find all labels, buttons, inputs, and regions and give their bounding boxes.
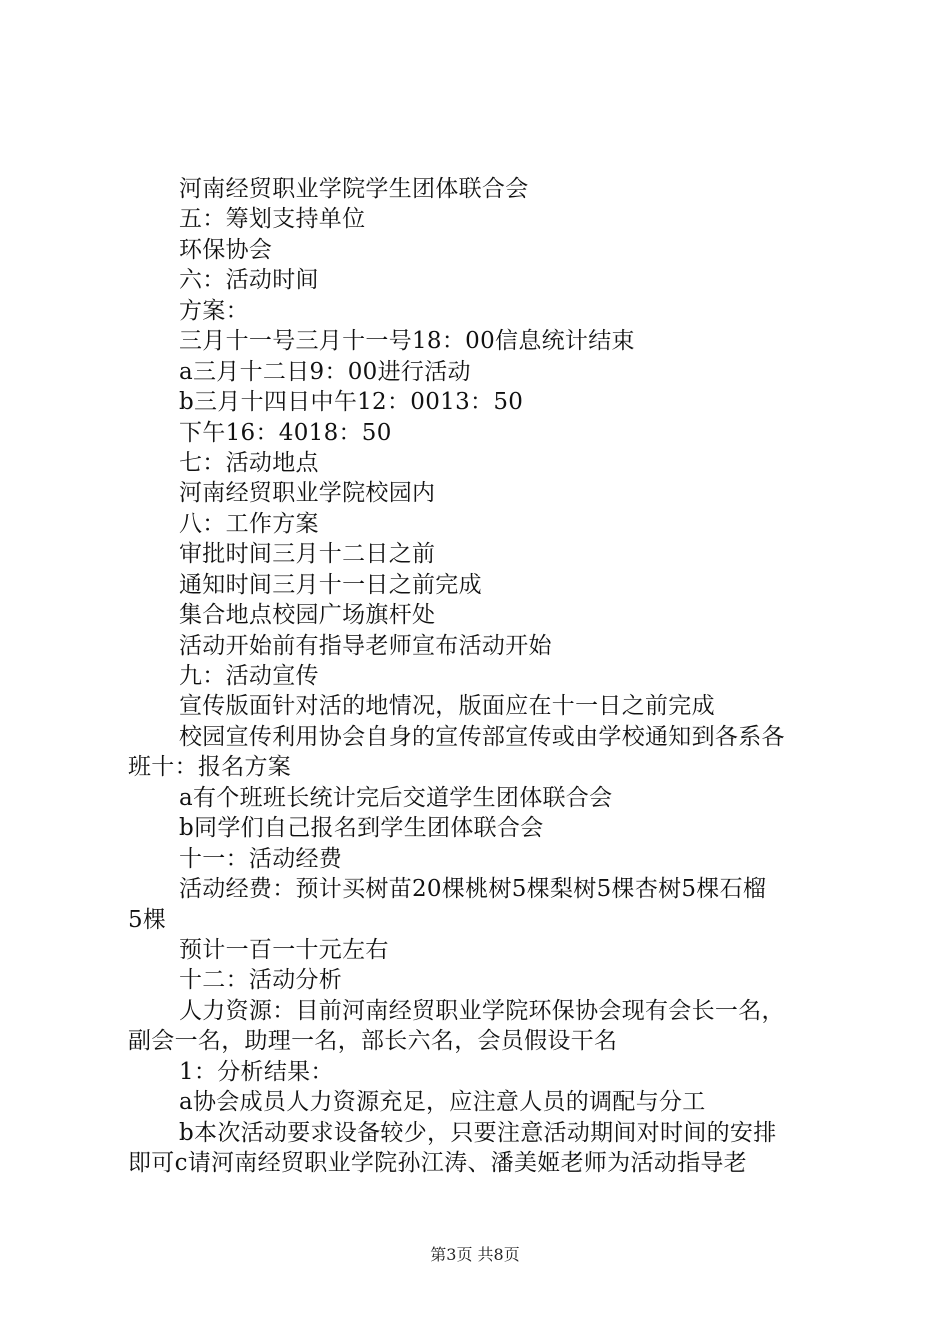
text-line: b同学们自己报名到学生团体联合会 [179,815,544,842]
text-line: 五：筹划支持单位 [179,206,366,233]
text-line: 副会一名，助理一名，部长六名，会员假设干名 [128,1028,618,1055]
text-line: a三月十二日9：00进行活动 [179,358,471,385]
text-line: 八：工作方案 [179,510,319,537]
text-line: 活动开始前有指导老师宣布活动开始 [179,632,552,659]
text-line: 人力资源：目前河南经贸职业学院环保协会现有会长一名， [179,997,785,1024]
text-line: 六：活动时间 [179,267,319,294]
text-line: 通知时间三月十一日之前完成 [179,571,482,598]
text-line: b本次活动要求设备较少，只要注意活动期间对时间的安排 [179,1119,777,1146]
text-line: 宣传版面针对活的地情况，版面应在十一日之前完成 [179,693,715,720]
text-line: 河南经贸职业学院学生团体联合会 [179,176,529,202]
text-line: 环保协会 [179,236,273,263]
text-line: 1：分析结果： [179,1058,334,1085]
text-line: 九：活动宣传 [179,663,319,689]
text-line: 河南经贸职业学院校园内 [179,480,436,507]
document-body [128,174,834,1178]
text-line: 班十：报名方案 [128,754,292,781]
text-line: b三月十四日中午12：0013：50 [179,389,524,416]
text-line: 校园宣传利用协会自身的宣传部宣传或由学校通知到各系各 [179,723,785,750]
page-footer [0,1244,950,1266]
text-line: 三月十一号三月十一号18：00信息统计结束 [179,328,635,355]
text-line: 活动经费：预计买树苗20棵桃树5棵梨树5棵杏树5棵石榴 [179,876,767,903]
text-line: 方案： [179,297,249,324]
text-line: a有个班班长统计完后交道学生团体联合会 [179,784,613,811]
page-number-label: 第3页 共8页 [430,1245,520,1264]
text-line: 5棵 [128,906,167,933]
text-line: 集合地点校园广场旗杆处 [179,602,436,629]
text-line: 七：活动地点 [179,449,319,476]
text-line: 即可c请河南经贸职业学院孙江涛、潘美姬老师为活动指导老 [128,1150,747,1176]
text-line: 审批时间三月十二日之前 [179,541,436,568]
text-line: 预计一百一十元左右 [179,936,389,963]
text-line: 下午16：4018：50 [179,419,392,446]
text-line: a协会成员人力资源充足，应注意人员的调配与分工 [179,1089,706,1116]
text-line: 十二：活动分析 [179,967,343,994]
text-line: 十一：活动经费 [179,845,343,872]
